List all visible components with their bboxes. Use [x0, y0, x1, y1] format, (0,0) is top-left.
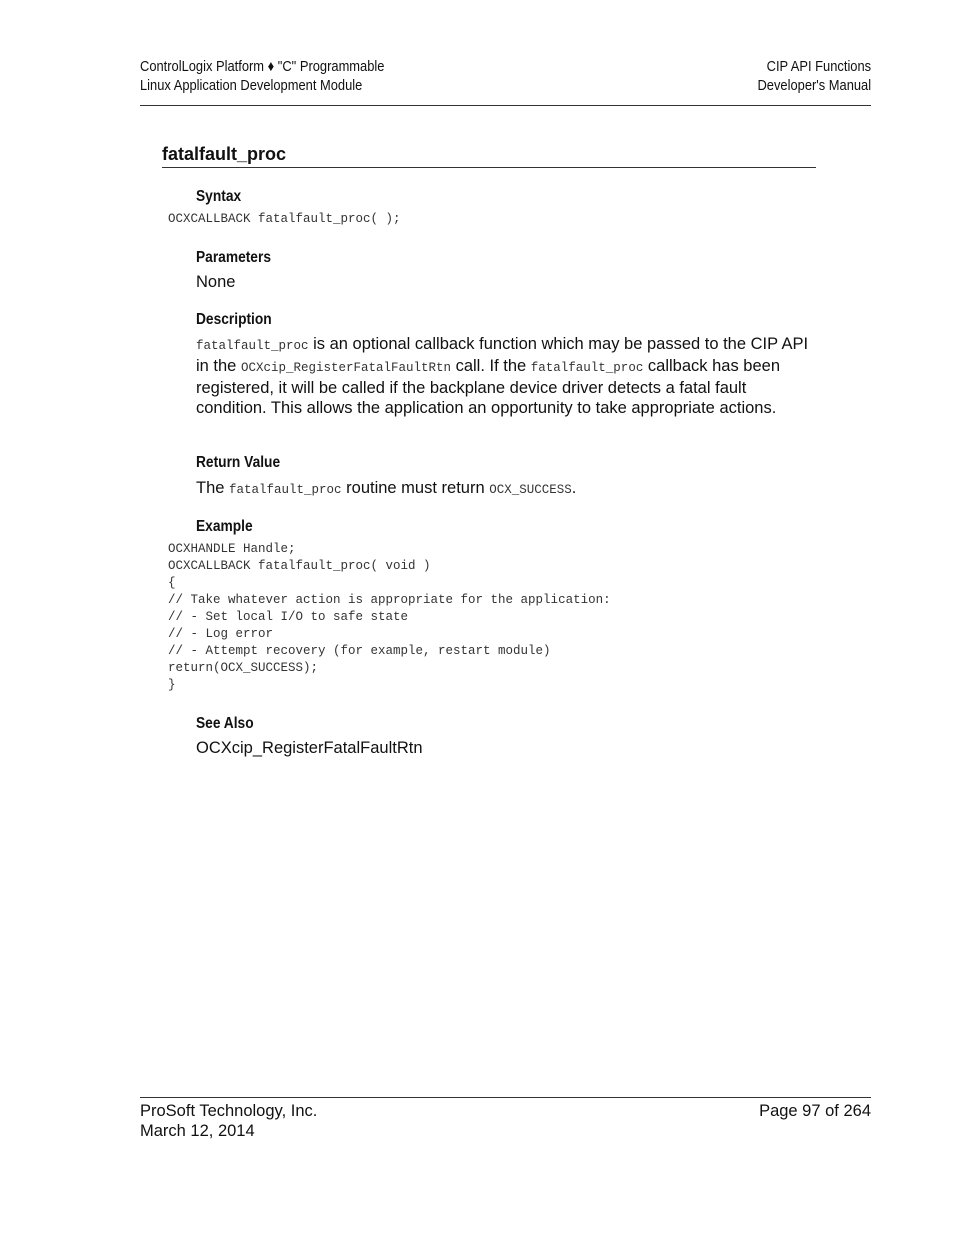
footer-company: ProSoft Technology, Inc.	[140, 1102, 318, 1120]
description-code-3: fatalfault_proc	[530, 361, 644, 375]
return-value-code-2: OCX_SUCCESS	[489, 483, 572, 497]
parameters-heading: Parameters	[196, 249, 271, 266]
header-module: Linux Application Development Module	[140, 77, 363, 94]
return-value-heading: Return Value	[196, 454, 281, 471]
header-manual: Developer's Manual	[757, 77, 871, 94]
return-value-code-1: fatalfault_proc	[229, 483, 342, 497]
description-code-1: fatalfault_proc	[196, 339, 309, 353]
header-chapter: CIP API Functions	[766, 58, 871, 75]
page-footer	[140, 1097, 871, 1141]
footer-date: March 12, 2014	[140, 1122, 255, 1140]
syntax-heading: Syntax	[196, 188, 242, 205]
function-title-bar	[162, 143, 816, 168]
syntax-code: OCXCALLBACK fatalfault_proc( );	[168, 212, 401, 226]
header-left	[140, 57, 384, 95]
see-also-link[interactable]: OCXcip_RegisterFatalFaultRtn	[196, 739, 423, 757]
example-code-block: OCXHANDLE Handle; OCXCALLBACK fatalfault_proc( void ) { // Take whatever action is appropriate for the application: // - Set local I/O to safe state // - Log error // - Attempt recovery (for example, restart module) return(OCX_SUCCESS); }	[168, 542, 611, 692]
description-code-2: OCXcip_RegisterFatalFaultRtn	[240, 361, 451, 375]
header-right	[757, 57, 871, 95]
function-title: fatalfault_proc	[162, 144, 287, 164]
header-product: ControlLogix Platform ♦ "C" Programmable	[140, 58, 385, 75]
description-text: fatalfault_proc is an optional callback function which may be passed to the CIP API in the OCXcip_RegisterFatalFaultRtn call. If the fatalfault_proc callback has been registered, it will be called if the backplane device driver detects a fatal fault condition. This allows the application an opportunity to take appropriate actions.	[196, 335, 809, 417]
example-heading: Example	[196, 518, 253, 535]
page-header	[140, 57, 871, 106]
return-value-text: The fatalfault_proc routine must return OCX_SUCCESS.	[196, 479, 577, 497]
footer-page-number: Page 97 of 264	[759, 1102, 871, 1120]
description-heading: Description	[196, 311, 272, 328]
parameters-text: None	[196, 273, 236, 291]
see-also-heading: See Also	[196, 715, 254, 732]
